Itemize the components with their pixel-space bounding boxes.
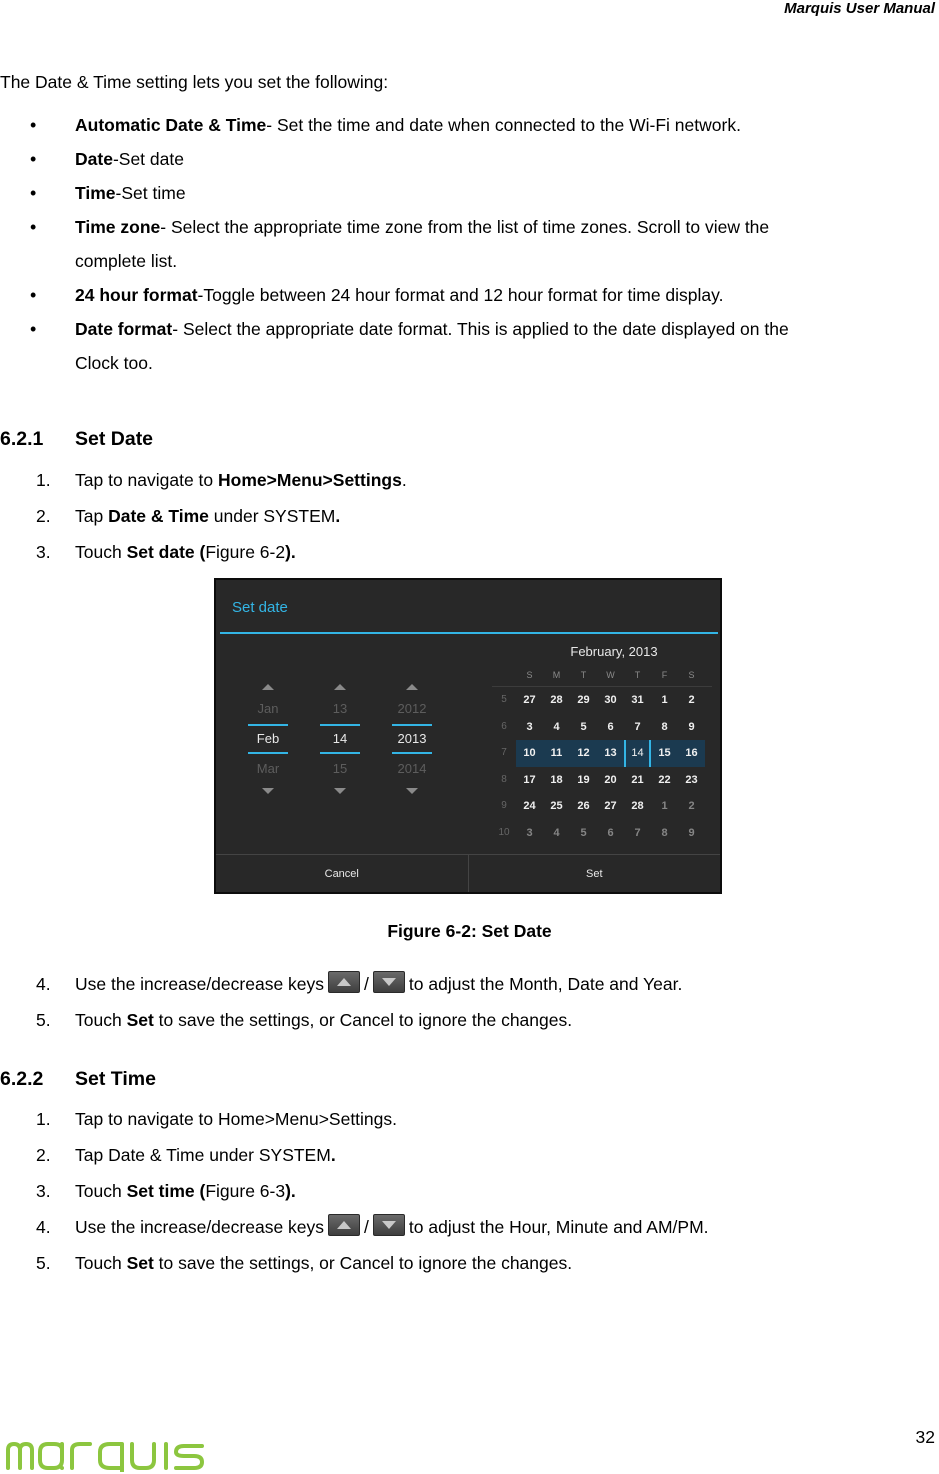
step-bold: . — [335, 506, 341, 526]
week-number: 9 — [501, 800, 507, 811]
calendar-day[interactable]: 3 — [526, 720, 533, 733]
calendar-day[interactable]: 1 — [661, 800, 668, 812]
step-number: 2. — [36, 506, 51, 526]
step-number: 3. — [36, 542, 51, 562]
calendar-month-label: February, 2013 — [570, 644, 658, 659]
calendar-day[interactable]: 2 — [688, 694, 695, 706]
spinner-next-value: 2014 — [397, 761, 427, 776]
bullet-time — [0, 176, 935, 210]
header-title: Marquis User Manual — [784, 0, 935, 17]
calendar-day[interactable]: 10 — [516, 740, 543, 767]
step-text: Tap to navigate to Home>Menu>Settings. — [75, 1109, 398, 1129]
step-text: Figure 6-3 — [205, 1181, 286, 1201]
calendar-day[interactable]: 8 — [661, 826, 668, 839]
decrease-key-icon — [373, 971, 405, 993]
bullet-cont: Clock too. — [75, 353, 153, 373]
step — [0, 498, 407, 534]
section-number: 6.2.2 — [0, 1068, 44, 1090]
step-number: 4. — [36, 1217, 51, 1237]
week-number: 10 — [498, 826, 510, 838]
calendar-day[interactable]: 24 — [523, 800, 536, 812]
step-text: Tap Date & Time under SYSTEM — [75, 1145, 331, 1165]
set-button[interactable]: Set — [585, 868, 603, 880]
calendar-day-selected[interactable]: 14 — [624, 740, 651, 767]
dialog-title-divider — [220, 632, 718, 634]
section-title: Set Date — [75, 428, 154, 450]
spinner-next-value: Mar — [256, 761, 280, 776]
calendar-day[interactable]: 31 — [631, 694, 644, 706]
calendar-day[interactable]: 19 — [577, 773, 590, 786]
step-text: Tap — [75, 506, 109, 526]
step — [0, 534, 407, 570]
calendar-day[interactable]: 13 — [597, 740, 624, 767]
step-bold: Set — [126, 1010, 154, 1030]
step-bold: Set — [126, 1253, 154, 1273]
calendar-day[interactable]: 28 — [631, 800, 644, 812]
calendar-day[interactable]: 25 — [550, 800, 563, 812]
calendar-week-row — [492, 767, 712, 794]
calendar-day[interactable]: 12 — [570, 740, 597, 767]
spinner-prev-value: 13 — [332, 701, 348, 716]
bullet-desc: -Toggle between 24 hour format and 12 hour format for time display. — [197, 285, 724, 305]
intro-text: The Date & Time setting lets you set the following: — [0, 72, 389, 92]
dialog-title: Set date — [232, 599, 288, 616]
calendar-week-row — [492, 793, 712, 820]
set-date-screenshot — [214, 578, 722, 894]
weekday-label: S — [688, 670, 695, 680]
calendar-day[interactable]: 4 — [553, 720, 560, 733]
calendar-day[interactable]: 6 — [607, 720, 614, 733]
calendar-day[interactable]: 7 — [634, 826, 641, 839]
step-text: Touch — [75, 1253, 127, 1273]
spinner-current-value: 2013 — [392, 724, 432, 754]
step — [0, 966, 682, 1002]
weekday-label: M — [552, 670, 561, 680]
step-text: Tap to navigate to — [75, 470, 219, 490]
section-heading-set-time — [0, 1068, 156, 1091]
step — [0, 1209, 709, 1245]
decrease-arrow-icon[interactable] — [320, 784, 360, 798]
increase-key-icon — [328, 971, 360, 993]
calendar-day[interactable]: 5 — [580, 720, 587, 733]
calendar-day[interactable]: 3 — [526, 826, 533, 839]
bullet-term: Time zone — [75, 217, 161, 237]
step — [0, 1137, 709, 1173]
step-bold: ). — [285, 1181, 296, 1201]
step-text: / — [364, 974, 369, 994]
set-date-steps-continued — [0, 966, 682, 1038]
calendar-day[interactable]: 11 — [543, 740, 570, 767]
step-bold: ). — [285, 542, 296, 562]
step-bold: . — [330, 1145, 336, 1165]
calendar-day[interactable]: 29 — [577, 694, 590, 706]
step-text: Touch — [75, 542, 127, 562]
calendar-day[interactable]: 5 — [580, 826, 587, 839]
calendar-day[interactable]: 1 — [661, 694, 668, 706]
calendar-day[interactable]: 18 — [550, 773, 563, 786]
calendar-day[interactable]: 4 — [553, 826, 560, 839]
step-text: Touch — [75, 1181, 127, 1201]
calendar-day[interactable]: 27 — [523, 694, 536, 706]
calendar-day[interactable]: 30 — [604, 694, 617, 706]
weekday-label: S — [526, 670, 533, 680]
bullet-desc: - Select the appropriate time zone from the list of time zones. Scroll to view the — [160, 217, 770, 237]
calendar-day[interactable]: 22 — [658, 773, 671, 786]
calendar-day[interactable]: 17 — [523, 773, 536, 786]
step-text: to save the settings, or Cancel to ignore the changes. — [153, 1010, 573, 1030]
bullet-desc: -Set time — [115, 183, 186, 203]
calendar-day[interactable]: 7 — [634, 720, 641, 733]
step-text: Use the increase/decrease keys — [75, 974, 325, 994]
increase-arrow-icon[interactable] — [320, 680, 360, 694]
spinner-current-value: Feb — [248, 724, 288, 754]
spinner-prev-value: Jan — [257, 701, 279, 716]
bullet-cont: complete list. — [75, 251, 178, 271]
step-text: under SYSTEM — [208, 506, 336, 526]
step-text: to adjust the Hour, Minute and AM/PM. — [408, 1217, 709, 1237]
increase-arrow-icon[interactable] — [248, 680, 288, 694]
calendar-week-row-selected — [492, 740, 712, 767]
settings-bullet-list — [0, 108, 935, 380]
calendar-week-row — [492, 714, 712, 741]
calendar-day[interactable]: 21 — [631, 773, 644, 786]
calendar-day[interactable]: 27 — [604, 800, 617, 812]
week-number: 6 — [501, 720, 507, 732]
calendar-view[interactable] — [492, 640, 712, 846]
step-number: 5. — [36, 1253, 51, 1273]
spinner-prev-value: 2012 — [397, 701, 427, 716]
step-text: Figure 6-2 — [205, 542, 286, 562]
calendar-day[interactable]: 20 — [604, 773, 617, 786]
week-number: 7 — [501, 747, 507, 758]
section-title: Set Time — [75, 1068, 156, 1090]
step-number: 5. — [36, 1010, 51, 1030]
bullet-automatic — [0, 108, 935, 142]
increase-arrow-icon[interactable] — [392, 680, 432, 694]
step-text: to adjust the Month, Date and Year. — [408, 974, 683, 994]
weekday-label: T — [634, 670, 641, 680]
step — [0, 1173, 709, 1209]
step-bold: Date & Time — [108, 506, 209, 526]
spinner-next-value: 15 — [332, 761, 348, 776]
page-number: 32 — [915, 1427, 935, 1447]
bullet-term: 24 hour format — [75, 285, 198, 305]
step-number: 4. — [36, 974, 51, 994]
step-bold: Set time ( — [126, 1181, 206, 1201]
calendar-week-row — [492, 820, 712, 847]
step-text: . — [401, 470, 407, 490]
calendar-weekday-row — [492, 664, 712, 687]
bullet-term: Time — [75, 183, 116, 203]
bullet-term: Date format — [75, 319, 173, 339]
set-date-dialog — [216, 580, 720, 892]
step-text: Touch — [75, 1010, 127, 1030]
bullet-timezone — [0, 210, 935, 278]
logo-text: marquis — [264, 1470, 268, 1471]
step-number: 1. — [36, 470, 51, 490]
step-number: 1. — [36, 1109, 51, 1129]
step — [0, 1002, 682, 1038]
decrease-arrow-icon[interactable] — [248, 784, 288, 798]
bullet-desc: - Select the appropriate date format. This is applied to the date displayed on the — [172, 319, 789, 339]
figure-caption: Figure 6-2: Set Date — [387, 921, 552, 941]
step-text: / — [364, 1217, 369, 1237]
weekday-label: W — [606, 670, 615, 680]
calendar-day[interactable]: 9 — [688, 826, 695, 839]
bullet-dateformat — [0, 312, 935, 380]
calendar-day[interactable]: 9 — [688, 720, 695, 733]
day-spinner[interactable] — [320, 680, 360, 798]
calendar-day[interactable]: 2 — [688, 800, 695, 812]
step — [0, 1245, 709, 1281]
week-number: 5 — [501, 694, 507, 705]
bullet-desc: - Set the time and date when connected to the Wi-Fi network. — [266, 115, 741, 135]
step — [0, 1101, 709, 1137]
step-text: to save the settings, or Cancel to ignore the changes. — [153, 1253, 573, 1273]
week-number: 8 — [501, 773, 507, 785]
bullet-24hour — [0, 278, 935, 312]
bullet-date — [0, 142, 935, 176]
section-heading-set-date — [0, 428, 153, 451]
step-number: 3. — [36, 1181, 51, 1201]
step — [0, 462, 407, 498]
step-bold: Home>Menu>Settings — [218, 470, 402, 490]
calendar-week-row — [492, 687, 712, 714]
step-bold: Set date ( — [126, 542, 206, 562]
calendar-day[interactable]: 28 — [550, 694, 563, 706]
step-number: 2. — [36, 1145, 51, 1165]
section-number: 6.2.1 — [0, 428, 44, 450]
spinner-current-value: 14 — [320, 724, 360, 754]
marquis-logo — [4, 1436, 268, 1472]
cancel-button[interactable]: Cancel — [216, 855, 469, 893]
set-date-steps — [0, 462, 407, 570]
month-spinner[interactable] — [248, 680, 288, 798]
dialog-button-bar — [216, 854, 720, 893]
set-time-steps — [0, 1101, 709, 1281]
decrease-arrow-icon[interactable] — [392, 784, 432, 798]
decrease-key-icon — [373, 1214, 405, 1236]
increase-key-icon — [328, 1214, 360, 1236]
calendar-day[interactable]: 6 — [607, 826, 614, 839]
weekday-label: T — [580, 670, 587, 680]
bullet-desc: -Set date — [112, 149, 184, 169]
calendar-day[interactable]: 8 — [661, 720, 668, 733]
calendar-day[interactable]: 16 — [678, 740, 705, 767]
bullet-term: Automatic Date & Time — [75, 115, 267, 135]
bullet-term: Date — [75, 149, 113, 169]
step-text: Use the increase/decrease keys — [75, 1217, 325, 1237]
calendar-day[interactable]: 15 — [651, 740, 678, 767]
weekday-label: F — [661, 670, 668, 680]
calendar-day[interactable]: 26 — [577, 800, 590, 812]
year-spinner[interactable] — [392, 680, 432, 798]
calendar-day[interactable]: 23 — [685, 773, 698, 786]
